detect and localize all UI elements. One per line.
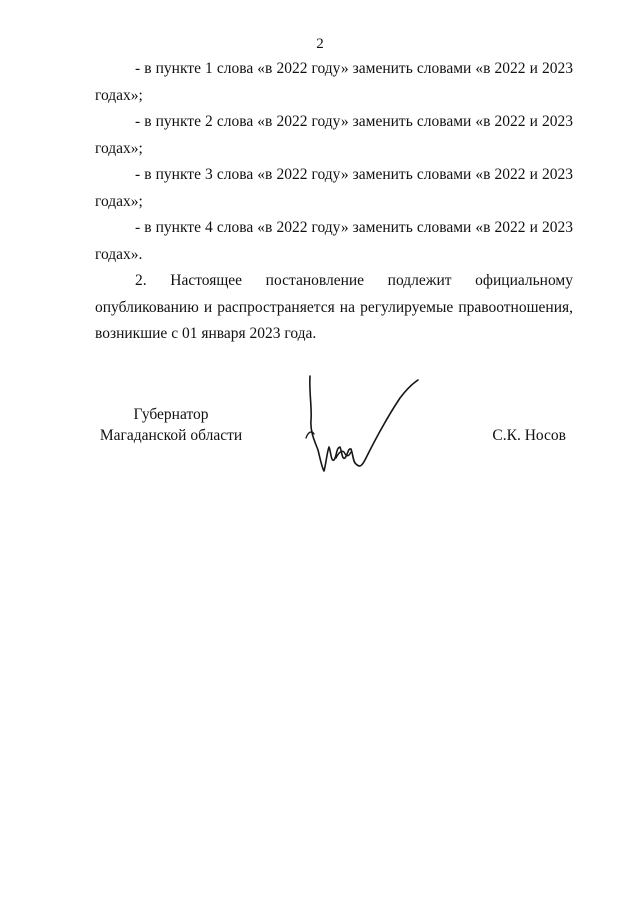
amendment-item-2: - в пункте 2 слова «в 2022 году» заменить словами «в 2022 и 2023 годах»;	[95, 113, 573, 157]
page-number: 2	[316, 36, 324, 52]
signatory-name: С.К. Носов	[492, 427, 566, 444]
handwritten-signature	[296, 372, 426, 477]
document-body	[95, 56, 573, 348]
clause-2-paragraph: 2. Настоящее постановление подлежит официальному опубликованию и распространяется на регулируемые правоотношения, возникшие с 01 января 2023 года.	[95, 272, 573, 342]
signatory-title-line-2: Магаданской области	[99, 427, 243, 444]
signatory-title-line-1: Губернатор	[133, 406, 209, 423]
amendment-item-1: - в пункте 1 слова «в 2022 году» заменить словами «в 2022 и 2023 годах»;	[95, 60, 573, 104]
amendment-item-3: - в пункте 3 слова «в 2022 году» заменить словами «в 2022 и 2023 годах»;	[95, 166, 573, 210]
signatory-title	[96, 404, 246, 446]
amendment-item-4: - в пункте 4 слова «в 2022 году» заменить словами «в 2022 и 2023 годах».	[95, 219, 573, 263]
